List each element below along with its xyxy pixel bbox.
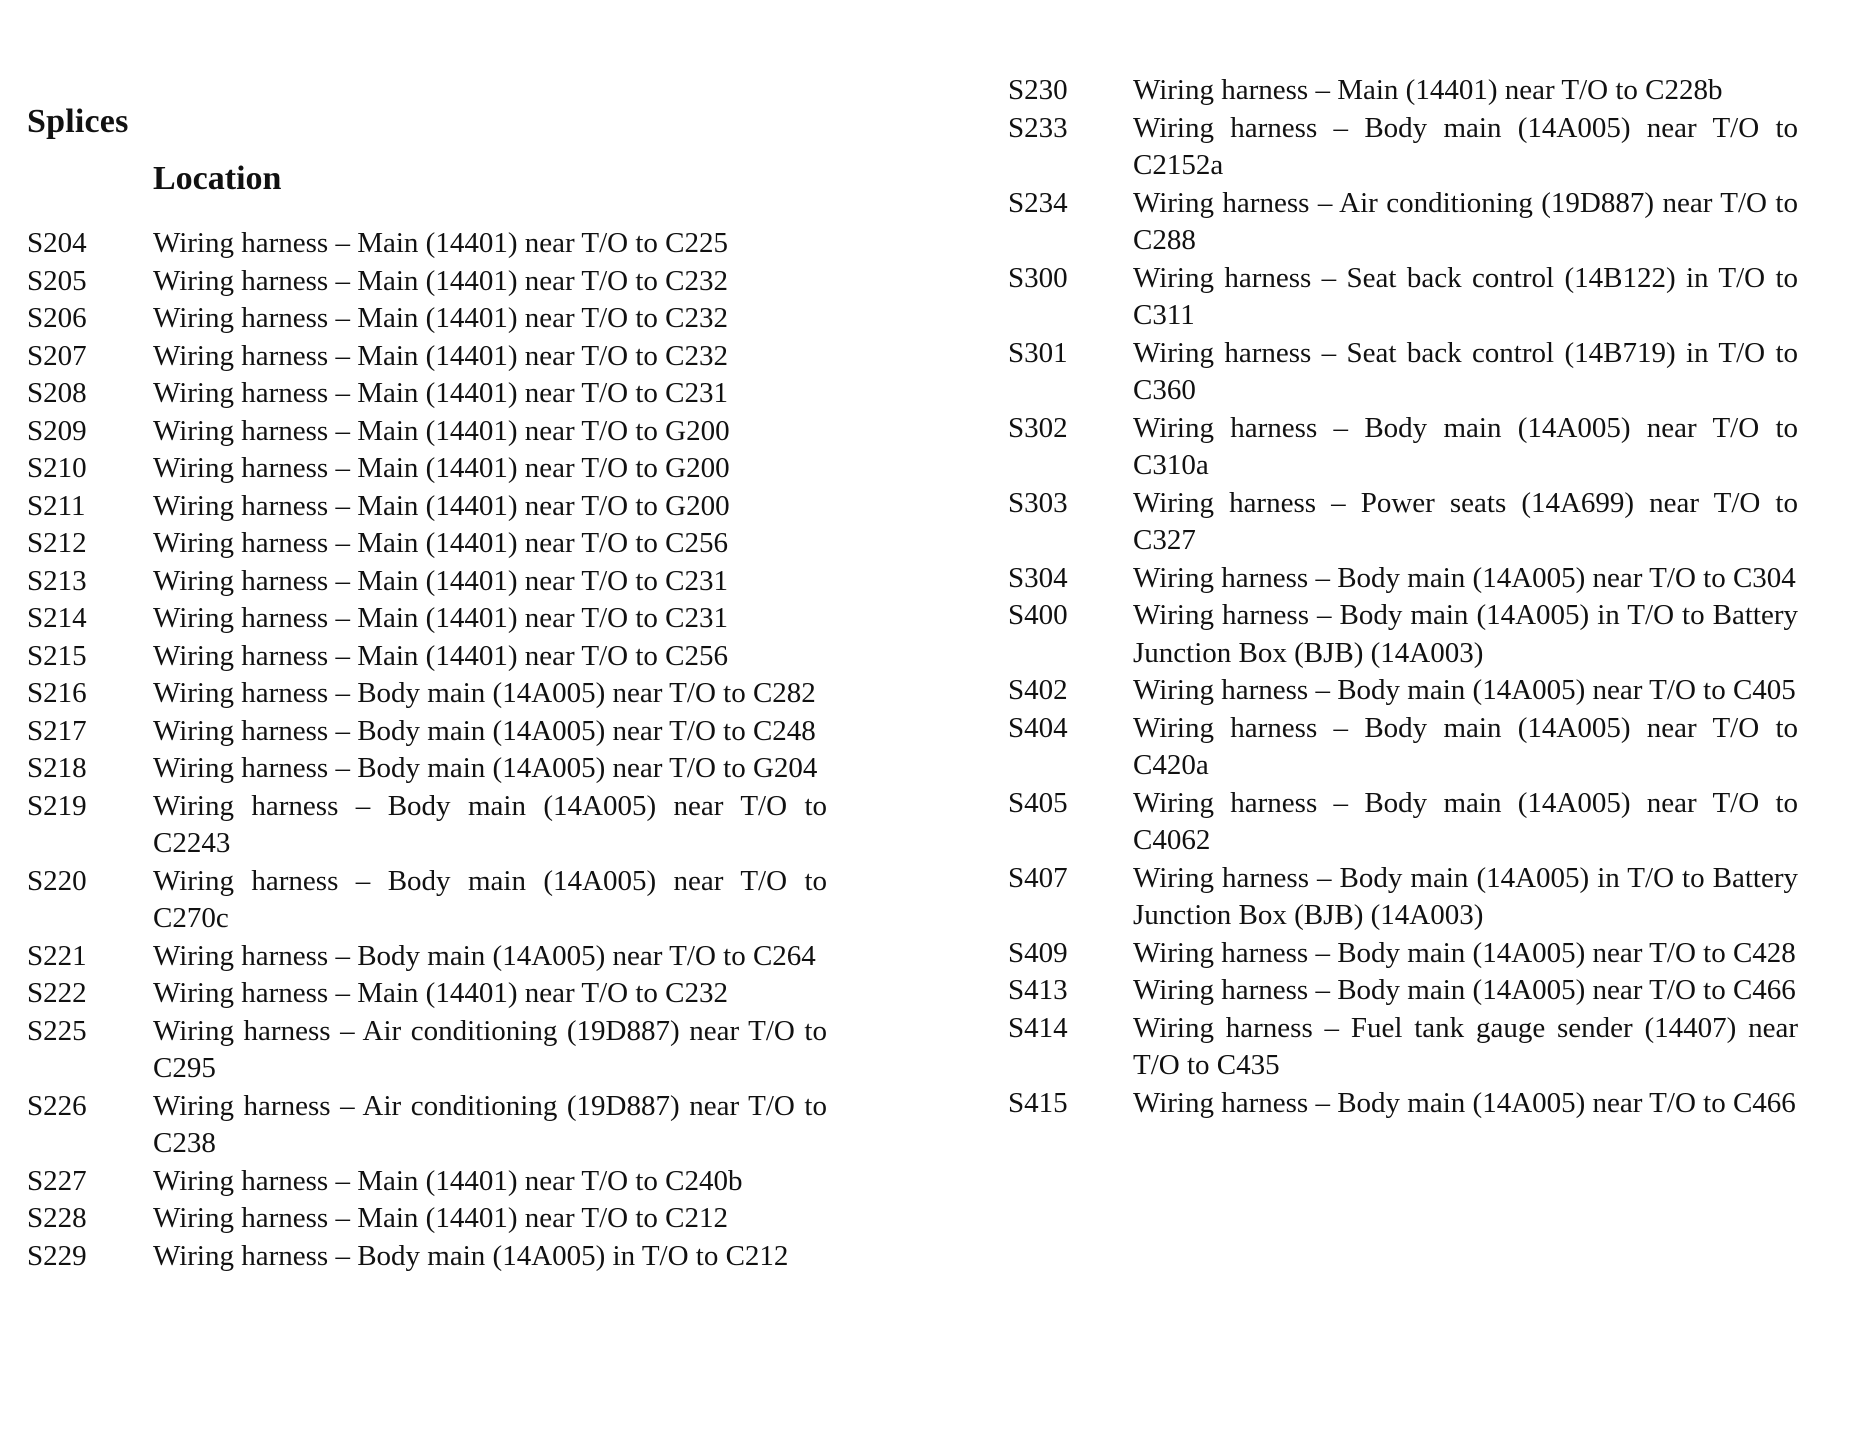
splice-row bbox=[1008, 1085, 1798, 1123]
location-column-header: Location bbox=[153, 160, 282, 197]
splice-code: S404 bbox=[1008, 711, 1068, 744]
splice-code: S303 bbox=[1008, 486, 1068, 519]
splice-code: S413 bbox=[1008, 974, 1068, 1006]
splice-code: S217 bbox=[27, 714, 87, 747]
splice-location: Wiring harness – Main (14401) near T/O to G200 bbox=[153, 452, 730, 484]
splice-location: Wiring harness – Air conditioning (19D887) near T/O to C295 bbox=[153, 1014, 827, 1084]
splice-row bbox=[27, 938, 827, 976]
splice-location: Wiring harness – Main (14401) near T/O to C231 bbox=[153, 564, 728, 597]
splice-location: Wiring harness – Main (14401) near T/O to C240b bbox=[153, 1164, 743, 1197]
splice-row bbox=[27, 338, 827, 376]
splice-row bbox=[27, 300, 827, 338]
splice-code: S210 bbox=[27, 452, 87, 484]
splice-code: S228 bbox=[27, 1202, 87, 1234]
splice-row bbox=[1008, 185, 1798, 260]
splice-row bbox=[27, 488, 827, 526]
splice-row bbox=[27, 675, 827, 713]
splice-location: Wiring harness – Body main (14A005) in T/O to Battery Junction Box (BJB) (14A003) bbox=[1133, 599, 1798, 669]
splice-code: S220 bbox=[27, 864, 87, 897]
splice-row bbox=[27, 413, 827, 451]
splice-code: S409 bbox=[1008, 936, 1068, 969]
splice-code: S229 bbox=[27, 1239, 87, 1272]
splice-location: Wiring harness – Air conditioning (19D887) near T/O to C238 bbox=[153, 1089, 827, 1159]
splice-location: Wiring harness – Body main (14A005) in T/O to Battery Junction Box (BJB) (14A003) bbox=[1133, 861, 1798, 931]
splice-location: Wiring harness – Main (14401) near T/O to C225 bbox=[153, 227, 728, 259]
splice-location: Wiring harness – Body main (14A005) near T/O to C304 bbox=[1133, 561, 1796, 594]
splice-code: S415 bbox=[1008, 1086, 1068, 1119]
splice-code: S204 bbox=[27, 227, 87, 259]
splice-code: S211 bbox=[27, 489, 86, 522]
splice-code: S227 bbox=[27, 1164, 87, 1197]
splice-row bbox=[27, 750, 827, 788]
splice-row bbox=[1008, 597, 1798, 672]
splice-code: S212 bbox=[27, 527, 87, 559]
splice-code: S304 bbox=[1008, 561, 1068, 594]
splice-location: Wiring harness – Main (14401) near T/O to C232 bbox=[153, 339, 728, 372]
splice-location: Wiring harness – Main (14401) near T/O to C231 bbox=[153, 602, 728, 634]
splice-code: S215 bbox=[27, 639, 87, 672]
splice-location: Wiring harness – Main (14401) near T/O to C231 bbox=[153, 377, 728, 409]
splice-location: Wiring harness – Fuel tank gauge sender (14407) near T/O to C435 bbox=[1133, 1011, 1798, 1081]
splice-row bbox=[27, 638, 827, 676]
splice-row bbox=[27, 788, 827, 863]
splice-code: S300 bbox=[1008, 261, 1068, 294]
splice-row bbox=[27, 975, 827, 1013]
splice-code: S402 bbox=[1008, 674, 1068, 706]
splice-location: Wiring harness – Body main (14A005) near T/O to C405 bbox=[1133, 674, 1796, 706]
splice-location: Wiring harness – Power seats (14A699) near T/O to C327 bbox=[1133, 486, 1798, 556]
splice-location: Wiring harness – Body main (14A005) near T/O to C2243 bbox=[153, 789, 827, 859]
splice-location: Wiring harness – Body main (14A005) near T/O to C264 bbox=[153, 939, 816, 972]
splice-code: S407 bbox=[1008, 861, 1068, 894]
splice-row bbox=[1008, 710, 1798, 785]
splice-location: Wiring harness – Main (14401) near T/O to G200 bbox=[153, 414, 730, 447]
splice-row bbox=[27, 600, 827, 638]
splice-row bbox=[1008, 1010, 1798, 1085]
splice-row bbox=[1008, 972, 1798, 1010]
splice-location: Wiring harness – Main (14401) near T/O to C232 bbox=[153, 264, 728, 297]
splice-location: Wiring harness – Body main (14A005) near T/O to C466 bbox=[1133, 1086, 1796, 1119]
splice-code: S400 bbox=[1008, 599, 1068, 631]
splice-location: Wiring harness – Body main (14A005) near T/O to C466 bbox=[1133, 974, 1796, 1006]
splice-row bbox=[27, 1013, 827, 1088]
splice-code: S233 bbox=[1008, 111, 1068, 144]
splice-row bbox=[1008, 410, 1798, 485]
splice-row bbox=[27, 1200, 827, 1238]
splice-location: Wiring harness – Body main (14A005) near T/O to C248 bbox=[153, 714, 816, 747]
splice-code: S214 bbox=[27, 602, 87, 634]
splice-code: S206 bbox=[27, 302, 87, 334]
left-splice-list bbox=[27, 225, 827, 1275]
splice-location: Wiring harness – Body main (14A005) near T/O to C2152a bbox=[1133, 111, 1798, 181]
splice-location: Wiring harness – Body main (14A005) in T/O to C212 bbox=[153, 1239, 789, 1272]
splice-row bbox=[27, 263, 827, 301]
splice-code: S225 bbox=[27, 1014, 87, 1047]
splice-location: Wiring harness – Main (14401) near T/O to C232 bbox=[153, 977, 728, 1009]
splice-code: S222 bbox=[27, 977, 87, 1009]
splice-row bbox=[1008, 935, 1798, 973]
splice-code: S205 bbox=[27, 264, 87, 297]
splice-location: Wiring harness – Seat back control (14B719) in T/O to C360 bbox=[1133, 336, 1798, 406]
splice-code: S405 bbox=[1008, 786, 1068, 819]
splice-row bbox=[27, 225, 827, 263]
splice-location: Wiring harness – Body main (14A005) near T/O to C428 bbox=[1133, 936, 1796, 969]
splice-code: S207 bbox=[27, 339, 87, 372]
splice-code: S208 bbox=[27, 377, 87, 409]
splice-row bbox=[27, 525, 827, 563]
splice-row bbox=[27, 1088, 827, 1163]
splice-location: Wiring harness – Body main (14A005) near T/O to C310a bbox=[1133, 411, 1798, 481]
splice-location: Wiring harness – Main (14401) near T/O to C212 bbox=[153, 1202, 728, 1234]
splice-row bbox=[1008, 485, 1798, 560]
splice-code: S213 bbox=[27, 564, 87, 597]
splice-row bbox=[1008, 110, 1798, 185]
splice-location: Wiring harness – Main (14401) near T/O to C228b bbox=[1133, 74, 1723, 106]
splice-row bbox=[27, 563, 827, 601]
splice-code: S226 bbox=[27, 1089, 87, 1122]
splice-row bbox=[27, 863, 827, 938]
splice-location: Wiring harness – Body main (14A005) near T/O to C4062 bbox=[1133, 786, 1798, 856]
splice-location: Wiring harness – Body main (14A005) near T/O to C420a bbox=[1133, 711, 1798, 781]
splice-location: Wiring harness – Body main (14A005) near T/O to G204 bbox=[153, 752, 818, 784]
splice-code: S221 bbox=[27, 939, 87, 972]
splice-location: Wiring harness – Main (14401) near T/O to C256 bbox=[153, 639, 728, 672]
splice-location: Wiring harness – Seat back control (14B122) in T/O to C311 bbox=[1133, 261, 1798, 331]
splice-row bbox=[1008, 785, 1798, 860]
splice-location: Wiring harness – Body main (14A005) near T/O to C282 bbox=[153, 677, 816, 709]
splice-row bbox=[1008, 335, 1798, 410]
page-title: Splices bbox=[27, 103, 129, 140]
splice-row bbox=[27, 375, 827, 413]
splice-row bbox=[27, 450, 827, 488]
splice-location: Wiring harness – Air conditioning (19D887) near T/O to C288 bbox=[1133, 186, 1798, 256]
splice-location: Wiring harness – Main (14401) near T/O to C256 bbox=[153, 527, 728, 559]
splice-row bbox=[27, 713, 827, 751]
splice-row bbox=[27, 1163, 827, 1201]
splice-code: S219 bbox=[27, 789, 87, 822]
splice-row bbox=[1008, 672, 1798, 710]
splice-code: S218 bbox=[27, 752, 87, 784]
right-splice-list bbox=[1008, 72, 1798, 1122]
splice-row bbox=[1008, 860, 1798, 935]
splice-code: S209 bbox=[27, 414, 87, 447]
splice-code: S301 bbox=[1008, 336, 1068, 369]
splice-code: S414 bbox=[1008, 1011, 1068, 1044]
splice-code: S302 bbox=[1008, 411, 1068, 444]
splice-code: S216 bbox=[27, 677, 87, 709]
splice-location: Wiring harness – Body main (14A005) near T/O to C270c bbox=[153, 864, 827, 934]
splice-location: Wiring harness – Main (14401) near T/O to C232 bbox=[153, 302, 728, 334]
splice-row bbox=[1008, 72, 1798, 110]
splice-row bbox=[1008, 560, 1798, 598]
splice-row bbox=[1008, 260, 1798, 335]
splice-row bbox=[27, 1238, 827, 1276]
splice-location: Wiring harness – Main (14401) near T/O to G200 bbox=[153, 489, 730, 522]
splice-code: S230 bbox=[1008, 74, 1068, 106]
splice-code: S234 bbox=[1008, 186, 1068, 219]
